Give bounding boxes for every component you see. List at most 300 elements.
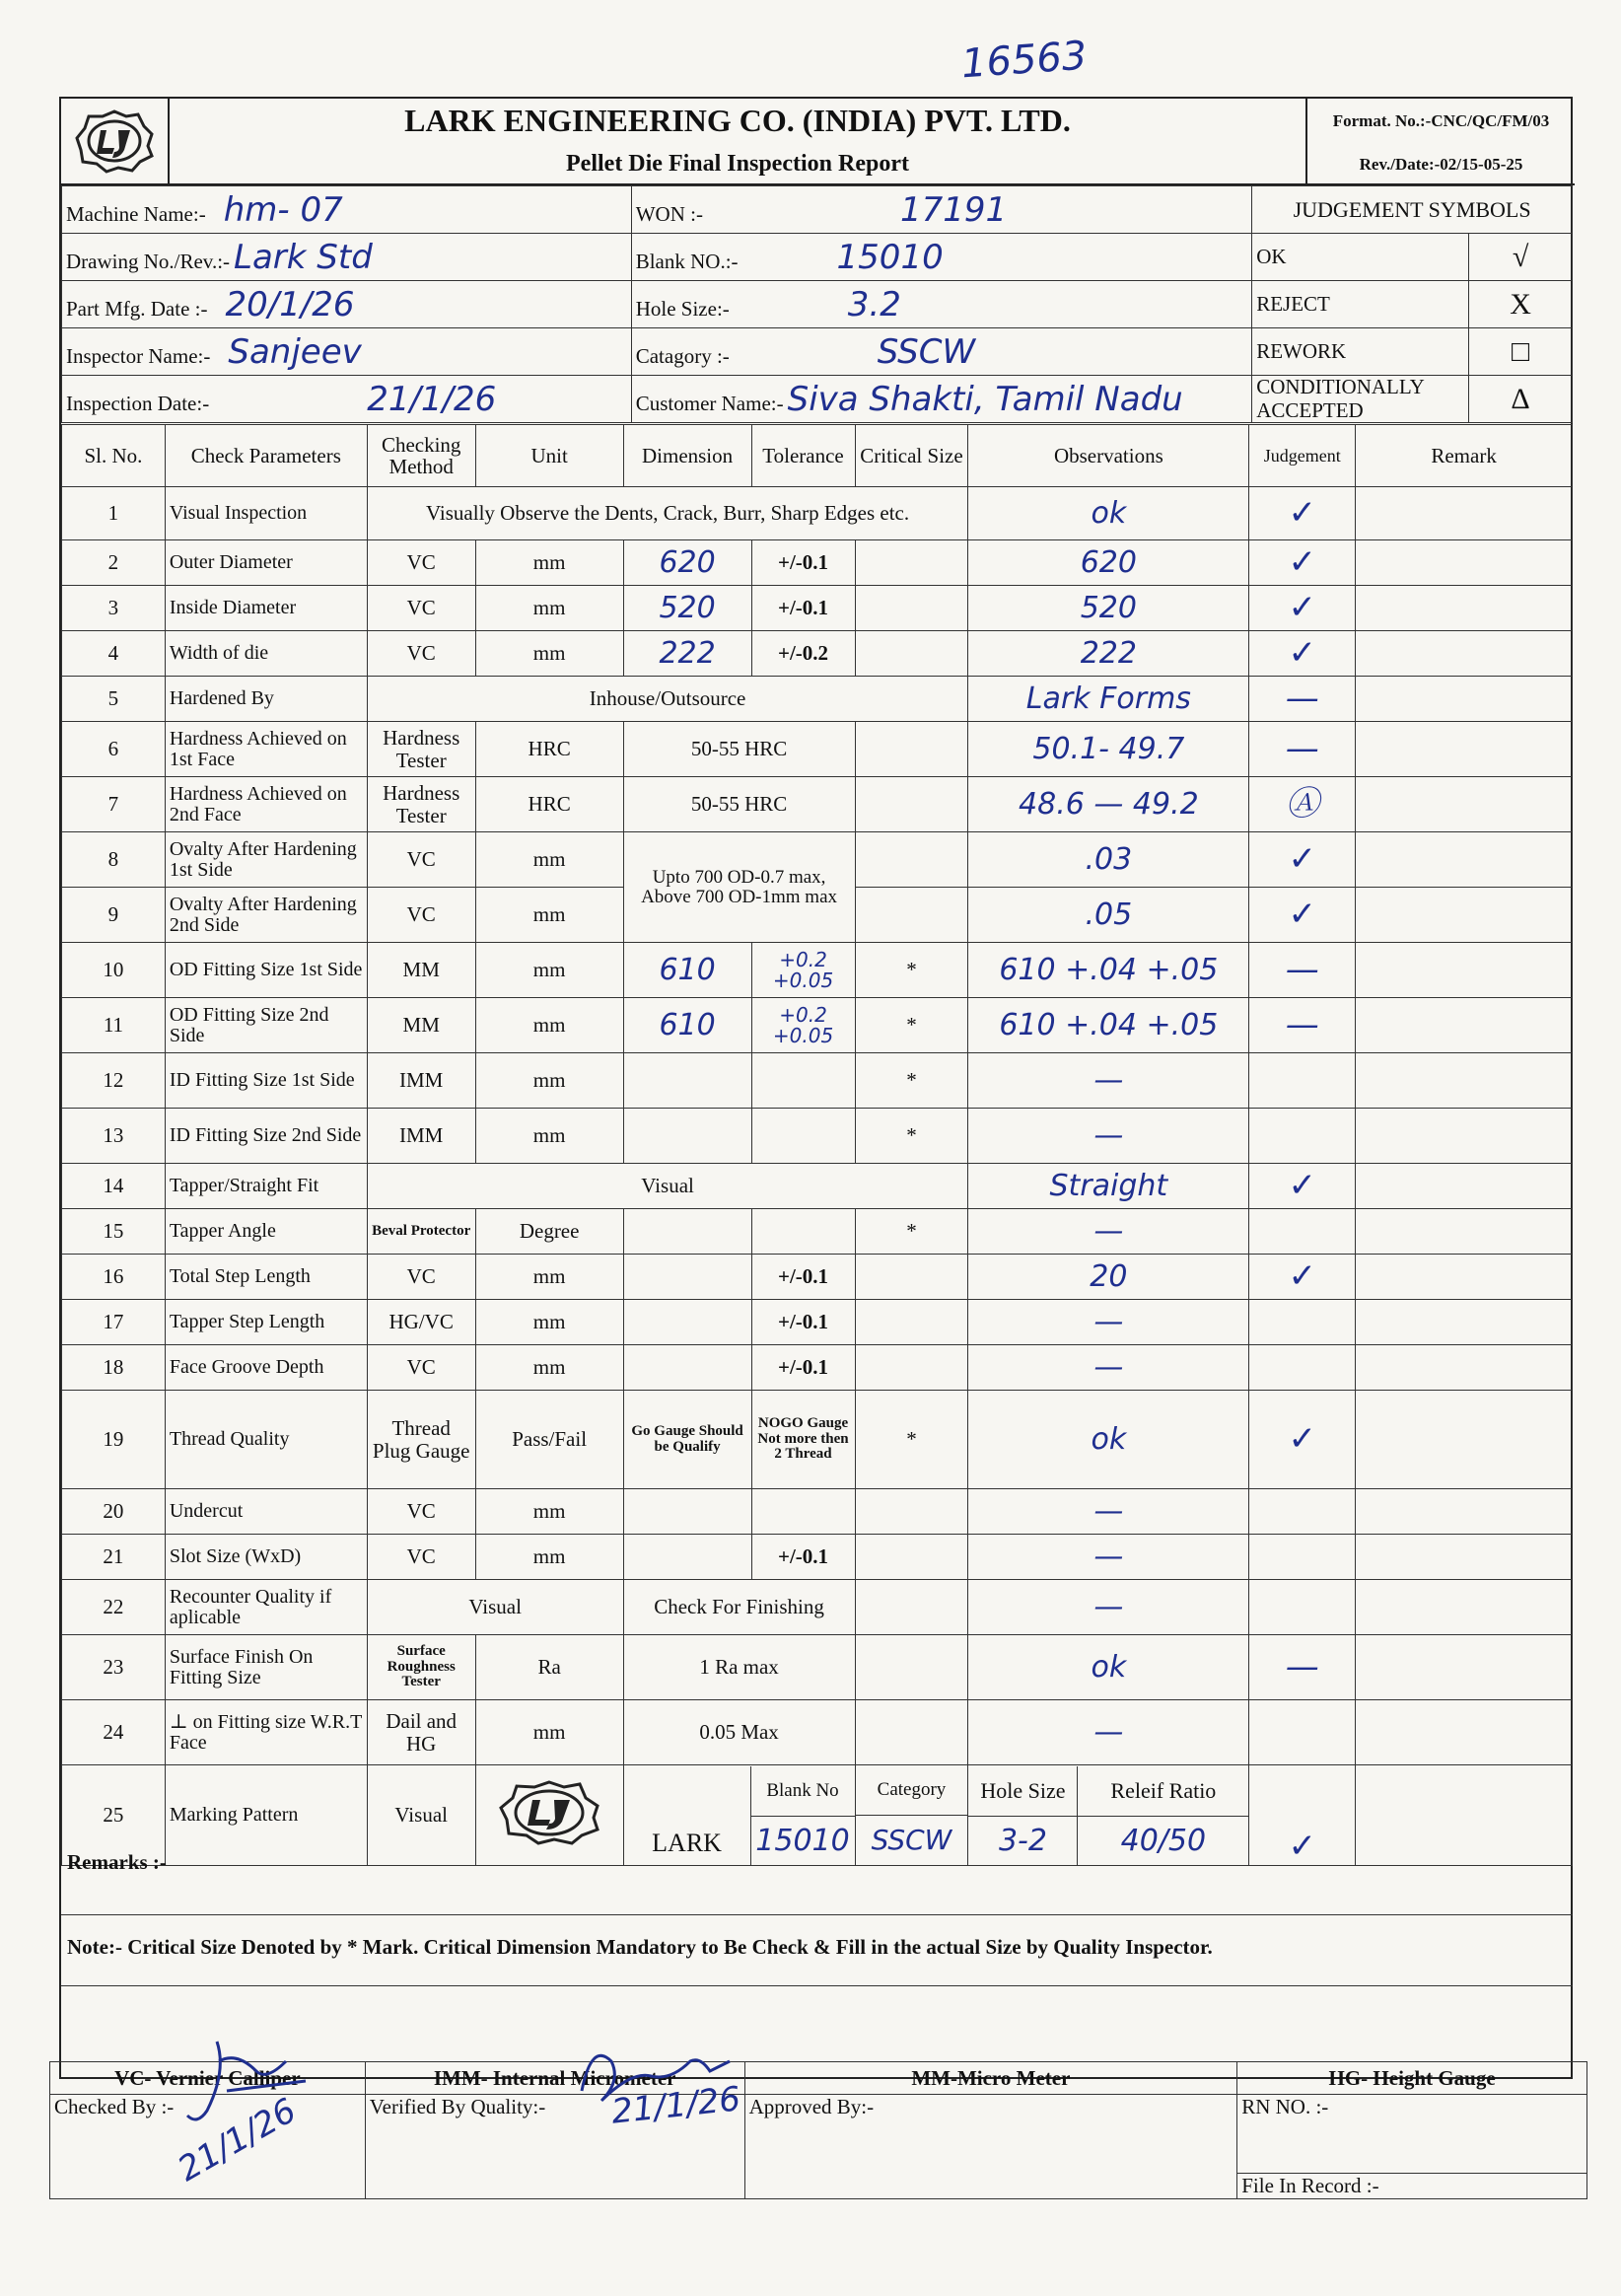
row-remark[interactable]	[1356, 722, 1573, 777]
marking-category-value[interactable]: SSCW	[871, 1824, 952, 1856]
rn-no-cell[interactable]	[1237, 2095, 1587, 2174]
row-spec: 50-55 HRC	[623, 722, 855, 777]
row-param: Undercut	[165, 1489, 367, 1535]
table-row	[62, 1535, 1573, 1580]
row-observation[interactable]: —	[968, 1700, 1249, 1765]
col-dimension: Dimension	[623, 425, 751, 487]
row-tolerance: +/-0.1	[751, 1300, 855, 1345]
row-remark[interactable]	[1356, 1109, 1573, 1164]
row-spec: Upto 700 OD-0.7 max, Above 700 OD-1mm max	[623, 832, 855, 943]
row-observation[interactable]: 48.6 — 49.2	[968, 777, 1249, 832]
approved-by-cell[interactable]	[744, 2095, 1237, 2199]
row-sl: 23	[62, 1635, 166, 1700]
row-observation[interactable]: 620	[968, 540, 1249, 586]
col-judgement: Judgement	[1249, 425, 1356, 487]
row-critical: *	[855, 1109, 968, 1164]
row-judgement[interactable]: —	[1249, 1635, 1356, 1700]
row-dimension	[623, 1489, 751, 1535]
col-remark: Remark	[1356, 425, 1573, 487]
row-method: IMM	[367, 1109, 475, 1164]
row-param: Face Groove Depth	[165, 1345, 367, 1391]
row-remark[interactable]	[1356, 1164, 1573, 1209]
row-spec: 1 Ra max	[623, 1635, 855, 1700]
row-observation[interactable]: .03	[968, 832, 1249, 888]
drawing-value[interactable]: Lark Std	[234, 237, 373, 277]
row-dimension[interactable]: 222	[623, 631, 751, 677]
table-row	[62, 1109, 1573, 1164]
row-critical: *	[855, 998, 968, 1053]
company-name: LARK ENGINEERING CO. (INDIA) PVT. LTD.	[404, 103, 1071, 138]
table-row	[62, 1164, 1573, 1209]
row-method: MM	[367, 998, 475, 1053]
marking-brand: LARK	[652, 1829, 722, 1858]
col-param: Check Parameters	[165, 425, 367, 487]
row-tolerance: +/-0.1	[751, 1255, 855, 1300]
row-method: VC	[367, 1489, 475, 1535]
row-param: Total Step Length	[165, 1255, 367, 1300]
row-param: ID Fitting Size 2nd Side	[165, 1109, 367, 1164]
row-spec: Visually Observe the Dents, Crack, Burr, Sharp Edges etc.	[367, 487, 968, 540]
row-judgement[interactable]	[1249, 1209, 1356, 1255]
row-sl: 24	[62, 1700, 166, 1765]
row-dimension	[623, 1053, 751, 1109]
row-observation[interactable]: —	[968, 1535, 1249, 1580]
row-dimension: Go Gauge Should be Qualify	[623, 1391, 751, 1489]
row-remark[interactable]	[1356, 1635, 1573, 1700]
inspector-value[interactable]: Sanjeev	[228, 331, 362, 372]
row-param: Tapper Step Length	[165, 1300, 367, 1345]
row-sl: 16	[62, 1255, 166, 1300]
row-unit: mm	[475, 631, 623, 677]
row-tolerance	[751, 1053, 855, 1109]
row-critical	[855, 832, 968, 888]
row-critical	[855, 1635, 968, 1700]
inspection-table	[61, 424, 1573, 1866]
table-row	[62, 1209, 1573, 1255]
table-row	[62, 998, 1573, 1053]
row-param: Recounter Quality if aplicable	[165, 1580, 367, 1635]
row-dimension	[623, 1255, 751, 1300]
row-method: Hardness Tester	[367, 777, 475, 832]
row-method: VC	[367, 1345, 475, 1391]
col-sl: Sl. No.	[62, 425, 166, 487]
row-judgement[interactable]: ✓	[1249, 487, 1356, 540]
symbol-conditional-label: CONDITIONALLY ACCEPTED	[1252, 376, 1469, 423]
file-record-cell[interactable]	[1237, 2174, 1587, 2199]
row-spec: 0.05 Max	[623, 1700, 855, 1765]
table-row	[62, 943, 1573, 998]
row-remark[interactable]	[1356, 777, 1573, 832]
row-judgement[interactable]: Ⓐ	[1249, 777, 1356, 832]
row-critical	[855, 888, 968, 943]
row-remark[interactable]	[1356, 631, 1573, 677]
row-critical: *	[855, 1209, 968, 1255]
row-spec: Visual	[367, 1164, 968, 1209]
marking-category-label: Category	[856, 1765, 968, 1816]
marking-blank-value[interactable]: 15010	[755, 1823, 850, 1858]
row-observation[interactable]: 610 +.04 +.05	[968, 998, 1249, 1053]
row-dimension	[623, 1300, 751, 1345]
row-param: OD Fitting Size 2nd Side	[165, 998, 367, 1053]
row-dimension[interactable]: 520	[623, 586, 751, 631]
row-param: Visual Inspection	[165, 487, 367, 540]
row-spec: 50-55 HRC	[623, 777, 855, 832]
row-tolerance: +/-0.2	[751, 631, 855, 677]
row-sl: 12	[62, 1053, 166, 1109]
row-param: Outer Diameter	[165, 540, 367, 586]
row-unit: mm	[475, 1109, 623, 1164]
table-row	[62, 1053, 1573, 1109]
row-unit: mm	[475, 1300, 623, 1345]
row-method: VC	[367, 586, 475, 631]
table-row	[62, 832, 1573, 888]
row-tolerance	[751, 1109, 855, 1164]
row-remark[interactable]	[1356, 1391, 1573, 1489]
row-unit: mm	[475, 888, 623, 943]
row-method: Beval Protector	[367, 1209, 475, 1255]
checked-by-label: Checked By :-	[54, 2095, 175, 2118]
row-unit: Pass/Fail	[475, 1391, 623, 1489]
row-unit: mm	[475, 1700, 623, 1765]
part-date-cell: Part Mfg. Date :- 20/1/26	[62, 281, 632, 328]
row-judgement[interactable]: ✓	[1249, 1255, 1356, 1300]
row-observation[interactable]: Lark Forms	[968, 677, 1249, 722]
row-judgement[interactable]: —	[1249, 722, 1356, 777]
row-sl: 14	[62, 1164, 166, 1209]
row-observation[interactable]: ok	[968, 1391, 1249, 1489]
row-observation[interactable]: 520	[968, 586, 1249, 631]
row-observation[interactable]: ok	[968, 1635, 1249, 1700]
row-tolerance[interactable]: +0.2 +0.05	[751, 998, 855, 1053]
report-title: Pellet Die Final Inspection Report	[170, 143, 1305, 185]
row-param: Slot Size (WxD)	[165, 1535, 367, 1580]
row-critical: *	[855, 1391, 968, 1489]
row-unit: mm	[475, 943, 623, 998]
row-remark[interactable]	[1356, 1489, 1573, 1535]
marking-relief-label: Releif Ratio	[1078, 1766, 1248, 1817]
row-unit: mm	[475, 1489, 623, 1535]
row-remark[interactable]	[1356, 888, 1573, 943]
marking-judgement[interactable]: ✓	[1249, 1765, 1356, 1866]
row-param: OD Fitting Size 1st Side	[165, 943, 367, 998]
critical-note: Note:- Critical Size Denoted by * Mark. Critical Dimension Mandatory to Be Check & Fill in the actual Size by Quality Inspector.	[61, 1915, 1573, 1986]
row-remark[interactable]	[1356, 1053, 1573, 1109]
machine-name-cell: Machine Name:- hm- 07	[62, 186, 632, 234]
table-row	[62, 1300, 1573, 1345]
row-unit: HRC	[475, 722, 623, 777]
verified-by-date: 21/1/26	[609, 2079, 742, 2132]
file-record-label: File In Record :-	[1241, 2174, 1379, 2197]
row-observation[interactable]: 50.1- 49.7	[968, 722, 1249, 777]
row-remark[interactable]	[1356, 487, 1573, 540]
row-sl: 7	[62, 777, 166, 832]
row-remark[interactable]	[1356, 832, 1573, 888]
row-remark[interactable]	[1356, 1580, 1573, 1635]
row-observation[interactable]: 20	[968, 1255, 1249, 1300]
row-judgement[interactable]	[1249, 1489, 1356, 1535]
row-unit: mm	[475, 998, 623, 1053]
row-observation[interactable]: Straight	[968, 1164, 1249, 1209]
row-tolerance	[751, 1209, 855, 1255]
row-remark[interactable]	[1356, 1700, 1573, 1765]
row-sl: 10	[62, 943, 166, 998]
row-critical	[855, 1345, 968, 1391]
row-sl: 25	[62, 1765, 166, 1866]
category-cell: Catagory :- SSCW	[631, 328, 1252, 376]
row-dimension[interactable]: 610	[623, 998, 751, 1053]
category-value[interactable]: SSCW	[877, 331, 976, 372]
row-remark[interactable]	[1356, 943, 1573, 998]
row-critical	[855, 777, 968, 832]
row-judgement[interactable]: ✓	[1249, 1164, 1356, 1209]
table-row	[62, 1700, 1573, 1765]
row-method: VC	[367, 631, 475, 677]
table-row	[62, 1580, 1573, 1635]
legend-mm: MM-Micro Meter	[744, 2062, 1237, 2095]
row-method: VC	[367, 1255, 475, 1300]
row-judgement[interactable]	[1249, 1053, 1356, 1109]
row-spec: Inhouse/Outsource	[367, 677, 968, 722]
row-param: Width of die	[165, 631, 367, 677]
row-critical	[855, 631, 968, 677]
rn-no-label: RN NO. :-	[1241, 2095, 1329, 2118]
row-sl: 18	[62, 1345, 166, 1391]
row-remark[interactable]	[1356, 1535, 1573, 1580]
row-method: Visual	[367, 1765, 475, 1866]
row-method: VC	[367, 540, 475, 586]
row-remark[interactable]	[1356, 998, 1573, 1053]
row-observation[interactable]: —	[968, 1489, 1249, 1535]
drawing-cell: Drawing No./Rev.:- Lark Std	[62, 234, 632, 281]
row-critical	[855, 586, 968, 631]
row-critical: *	[855, 1053, 968, 1109]
row-unit: Degree	[475, 1209, 623, 1255]
col-tolerance: Tolerance	[751, 425, 855, 487]
table-row	[62, 487, 1573, 540]
row-judgement[interactable]: —	[1249, 943, 1356, 998]
row-critical	[855, 1489, 968, 1535]
serial-number: 16563	[959, 33, 1089, 88]
symbol-rework-label: REWORK	[1252, 328, 1469, 376]
row-sl: 9	[62, 888, 166, 943]
inspector-cell: Inspector Name:- Sanjeev	[62, 328, 632, 376]
inspection-sheet	[54, 97, 1573, 2197]
row-dimension[interactable]: 610	[623, 943, 751, 998]
row-remark[interactable]	[1356, 1300, 1573, 1345]
marking-hole-label: Hole Size	[968, 1766, 1077, 1817]
row-unit: mm	[475, 586, 623, 631]
row-sl: 2	[62, 540, 166, 586]
col-observations: Observations	[968, 425, 1249, 487]
row-param: Marking Pattern	[165, 1765, 367, 1866]
row-critical	[855, 1535, 968, 1580]
row-tolerance: +/-0.1	[751, 586, 855, 631]
row-method: Dail and HG	[367, 1700, 475, 1765]
row-tolerance: +/-0.1	[751, 1345, 855, 1391]
row-judgement[interactable]: ✓	[1249, 888, 1356, 943]
symbol-reject: X	[1469, 281, 1573, 328]
part-date-value[interactable]: 20/1/26	[225, 284, 355, 324]
row-judgement[interactable]	[1249, 1535, 1356, 1580]
table-row	[62, 586, 1573, 631]
hole-size-cell: Hole Size:- 3.2	[631, 281, 1252, 328]
symbol-rework: □	[1469, 328, 1573, 376]
row-sl: 4	[62, 631, 166, 677]
row-observation[interactable]: —	[968, 1300, 1249, 1345]
row-sl: 6	[62, 722, 166, 777]
row-critical	[855, 722, 968, 777]
row-param: Thread Quality	[165, 1391, 367, 1489]
row-observation[interactable]: —	[968, 1109, 1249, 1164]
row-unit: mm	[475, 832, 623, 888]
legend-imm: IMM- Internal Micrometer	[365, 2062, 744, 2095]
row-remark[interactable]	[1356, 1345, 1573, 1391]
row-method: Hardness Tester	[367, 722, 475, 777]
row-observation[interactable]: —	[968, 1345, 1249, 1391]
row-judgement[interactable]: —	[1249, 677, 1356, 722]
row-remark[interactable]	[1356, 1255, 1573, 1300]
row-sl: 15	[62, 1209, 166, 1255]
row-method: VC	[367, 888, 475, 943]
row-critical	[855, 1255, 968, 1300]
row-sl: 13	[62, 1109, 166, 1164]
row-param: Ovalty After Hardening 1st Side	[165, 832, 367, 888]
table-row	[62, 1489, 1573, 1535]
blank-value[interactable]: 15010	[836, 237, 944, 277]
table-row	[62, 540, 1573, 586]
row-critical: *	[855, 943, 968, 998]
row-sl: 17	[62, 1300, 166, 1345]
row-judgement[interactable]	[1249, 1109, 1356, 1164]
row-method: Thread Plug Gauge	[367, 1391, 475, 1489]
table-row	[62, 1345, 1573, 1391]
row-sl: 20	[62, 1489, 166, 1535]
row-observation[interactable]: —	[968, 1053, 1249, 1109]
row-sl: 5	[62, 677, 166, 722]
row-judgement[interactable]: ✓	[1249, 832, 1356, 888]
won-value[interactable]: 17191	[899, 189, 1008, 230]
row-tolerance	[751, 1489, 855, 1535]
row-sl: 1	[62, 487, 166, 540]
row-method: MM	[367, 943, 475, 998]
table-row	[62, 677, 1573, 722]
row-unit: mm	[475, 540, 623, 586]
row-unit: mm	[475, 1255, 623, 1300]
verified-by-label: Verified By Quality:-	[369, 2095, 546, 2118]
row-sl: 11	[62, 998, 166, 1053]
row-dimension	[623, 1345, 751, 1391]
format-number: Format. No.:-CNC/QC/FM/03	[1305, 99, 1575, 143]
row-judgement[interactable]	[1249, 1700, 1356, 1765]
machine-name-value[interactable]: hm- 07	[223, 189, 343, 230]
col-unit: Unit	[475, 425, 623, 487]
row-tolerance[interactable]: +0.2 +0.05	[751, 943, 855, 998]
row-method: VC	[367, 1535, 475, 1580]
row-sl: 19	[62, 1391, 166, 1489]
row-dimension	[623, 1209, 751, 1255]
row-unit: mm	[475, 1053, 623, 1109]
row-observation[interactable]: 610 +.04 +.05	[968, 943, 1249, 998]
row-spec: Check For Finishing	[623, 1580, 855, 1635]
row-sl: 3	[62, 586, 166, 631]
row-remark[interactable]	[1356, 540, 1573, 586]
row-judgement[interactable]	[1249, 1345, 1356, 1391]
row-critical	[855, 1700, 968, 1765]
row-param: Surface Finish On Fitting Size	[165, 1635, 367, 1700]
row-judgement[interactable]: —	[1249, 998, 1356, 1053]
row-method: Surface Roughness Tester	[367, 1635, 475, 1700]
company-logo	[61, 99, 170, 185]
row-observation[interactable]: ok	[968, 487, 1249, 540]
judgement-symbols-title: JUDGEMENT SYMBOLS	[1252, 186, 1573, 234]
won-cell: WON :- 17191	[631, 186, 1252, 234]
row-param: Ovalty After Hardening 2nd Side	[165, 888, 367, 943]
row-tolerance: +/-0.1	[751, 1535, 855, 1580]
table-row	[62, 777, 1573, 832]
row-tolerance: NOGO Gauge Not more then 2 Thread	[751, 1391, 855, 1489]
blank-cell: Blank NO.:- 15010	[631, 234, 1252, 281]
row-observation[interactable]: 222	[968, 631, 1249, 677]
inspection-date-cell: Inspection Date:- 21/1/26	[62, 376, 632, 423]
row-dimension[interactable]: 620	[623, 540, 751, 586]
row-sl: 21	[62, 1535, 166, 1580]
row-judgement[interactable]: ✓	[1249, 631, 1356, 677]
row-remark[interactable]	[1356, 1209, 1573, 1255]
legend-vc: VC- Vernier Calliper	[50, 2062, 366, 2095]
row-critical	[855, 1300, 968, 1345]
row-tolerance: +/-0.1	[751, 540, 855, 586]
symbol-conditional: Δ	[1469, 376, 1573, 423]
customer-cell: Customer Name:- Siva Shakti, Tamil Nadu	[631, 376, 1252, 423]
legend-hg: HG- Height Gauge	[1237, 2062, 1587, 2095]
row-remark[interactable]	[1356, 586, 1573, 631]
symbol-ok-label: OK	[1252, 234, 1469, 281]
row-judgement[interactable]: ✓	[1249, 586, 1356, 631]
inspection-date-value[interactable]: 21/1/26	[367, 379, 497, 419]
row-judgement[interactable]	[1249, 1300, 1356, 1345]
marking-blank-label: Blank No	[751, 1766, 855, 1817]
checked-by-date: 21/1/26	[171, 2090, 304, 2190]
marking-relief-value[interactable]: 40/50	[1120, 1823, 1207, 1858]
row-method: HG/VC	[367, 1300, 475, 1345]
row-critical	[855, 1580, 968, 1635]
row-unit: Ra	[475, 1635, 623, 1700]
table-row	[62, 1391, 1573, 1489]
hole-size-value[interactable]: 3.2	[847, 284, 901, 324]
row-sl: 8	[62, 832, 166, 888]
row-observation[interactable]: —	[968, 1580, 1249, 1635]
row-dimension	[623, 1109, 751, 1164]
row-judgement[interactable]: ✓	[1249, 540, 1356, 586]
table-row	[62, 631, 1573, 677]
row-remark[interactable]	[1356, 677, 1573, 722]
row-param: Inside Diameter	[165, 586, 367, 631]
row-observation[interactable]: .05	[968, 888, 1249, 943]
row-param: Hardness Achieved on 2nd Face	[165, 777, 367, 832]
row-unit: mm	[475, 1345, 623, 1391]
remarks-label: Remarks :-	[67, 1850, 167, 1874]
table-row	[62, 722, 1573, 777]
marking-hole-value[interactable]: 3-2	[998, 1823, 1047, 1858]
row-judgement[interactable]	[1249, 1580, 1356, 1635]
remarks-section[interactable]	[61, 1844, 1573, 1915]
approved-by-label: Approved By:-	[748, 2095, 875, 2118]
customer-value[interactable]: Siva Shakti, Tamil Nadu	[787, 379, 1183, 419]
row-param: Tapper Angle	[165, 1209, 367, 1255]
row-observation[interactable]: —	[968, 1209, 1249, 1255]
row-judgement[interactable]: ✓	[1249, 1391, 1356, 1489]
row-dimension	[623, 1535, 751, 1580]
